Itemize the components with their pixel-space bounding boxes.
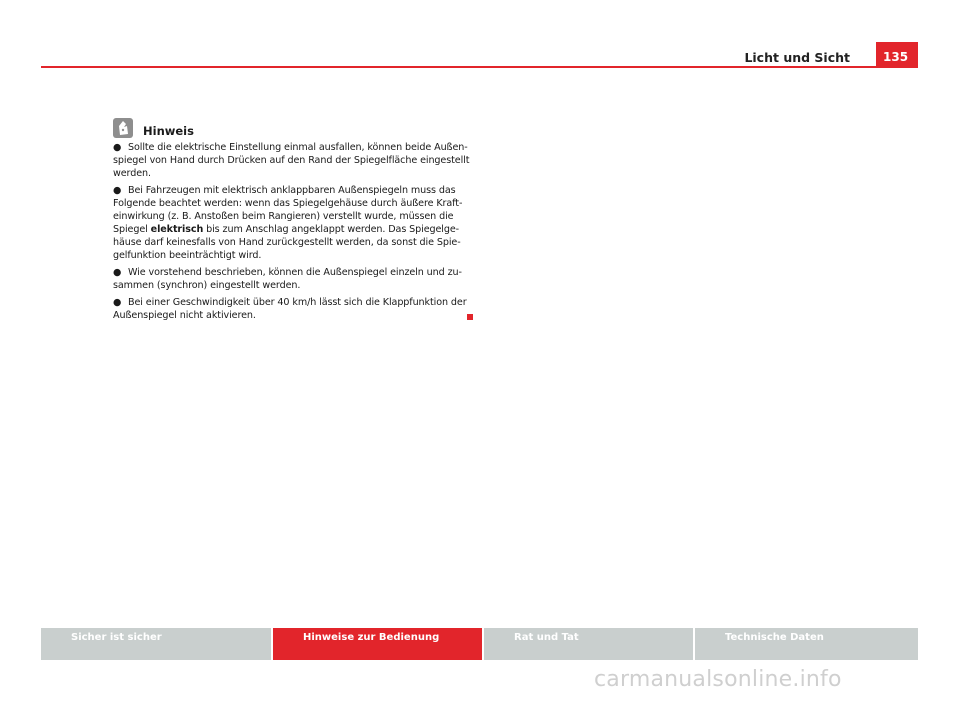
section-end-marker (467, 314, 473, 320)
note-item-2 (113, 184, 473, 262)
emphasis-text: elektrisch (150, 224, 204, 235)
note-item-text: Bei einer Geschwindigkeit über 40 km/h lässt sich die Klappfunktion der Außenspiegel nicht aktivieren. (113, 297, 467, 321)
watermark: carmanualsonline.info (594, 667, 842, 692)
note-title: Hinweis (143, 124, 194, 138)
note-item-text: Bei Fahrzeugen mit elektrisch anklappbaren Außenspiegeln muss das Folgende beachtet werden: wenn das Spiegelgehäuse durch äußere Krafteinwirkung (z. B. Anstoßen beim Rangieren) verstellt wurde, müssen die Spiegel (113, 185, 463, 235)
bullet-icon: ● (113, 185, 122, 196)
info-note-icon (113, 118, 133, 138)
note-header (113, 116, 473, 138)
note-item-3 (113, 266, 473, 292)
note-item-text: bis zum Anschlag angeklappt werden. Das Spiegelgehäuse darf keinesfalls von Hand zurückgestellt werden, da sonst die Spiegelfunktion beeinträchtigt wird. (113, 224, 461, 261)
page-number: 135 (876, 42, 918, 68)
bullet-icon: ● (113, 142, 122, 153)
header-rule (41, 66, 918, 68)
note-item-text: Wie vorstehend beschrieben, können die Außenspiegel einzeln und zusammen (synchron) eingestellt werden. (113, 267, 462, 291)
section-title: Licht und Sicht (744, 50, 850, 65)
footer-nav (41, 628, 918, 660)
tab-sicher-ist-sicher[interactable]: Sicher ist sicher (41, 628, 271, 660)
tab-rat-und-tat[interactable]: Rat und Tat (484, 628, 693, 660)
tab-technische-daten[interactable]: Technische Daten (695, 628, 918, 660)
bullet-icon: ● (113, 267, 122, 278)
note-item-4 (113, 296, 473, 322)
note-item-text: Sollte die elektrische Einstellung einmal ausfallen, können beide Außenspiegel von Hand durch Drücken auf den Rand der Spiegelfläche eingestellt werden. (113, 142, 470, 179)
note-item-1 (113, 141, 473, 180)
tab-hinweise-zur-bedienung[interactable]: Hinweise zur Bedienung (273, 628, 482, 660)
note-box (113, 116, 473, 326)
bullet-icon: ● (113, 297, 122, 308)
